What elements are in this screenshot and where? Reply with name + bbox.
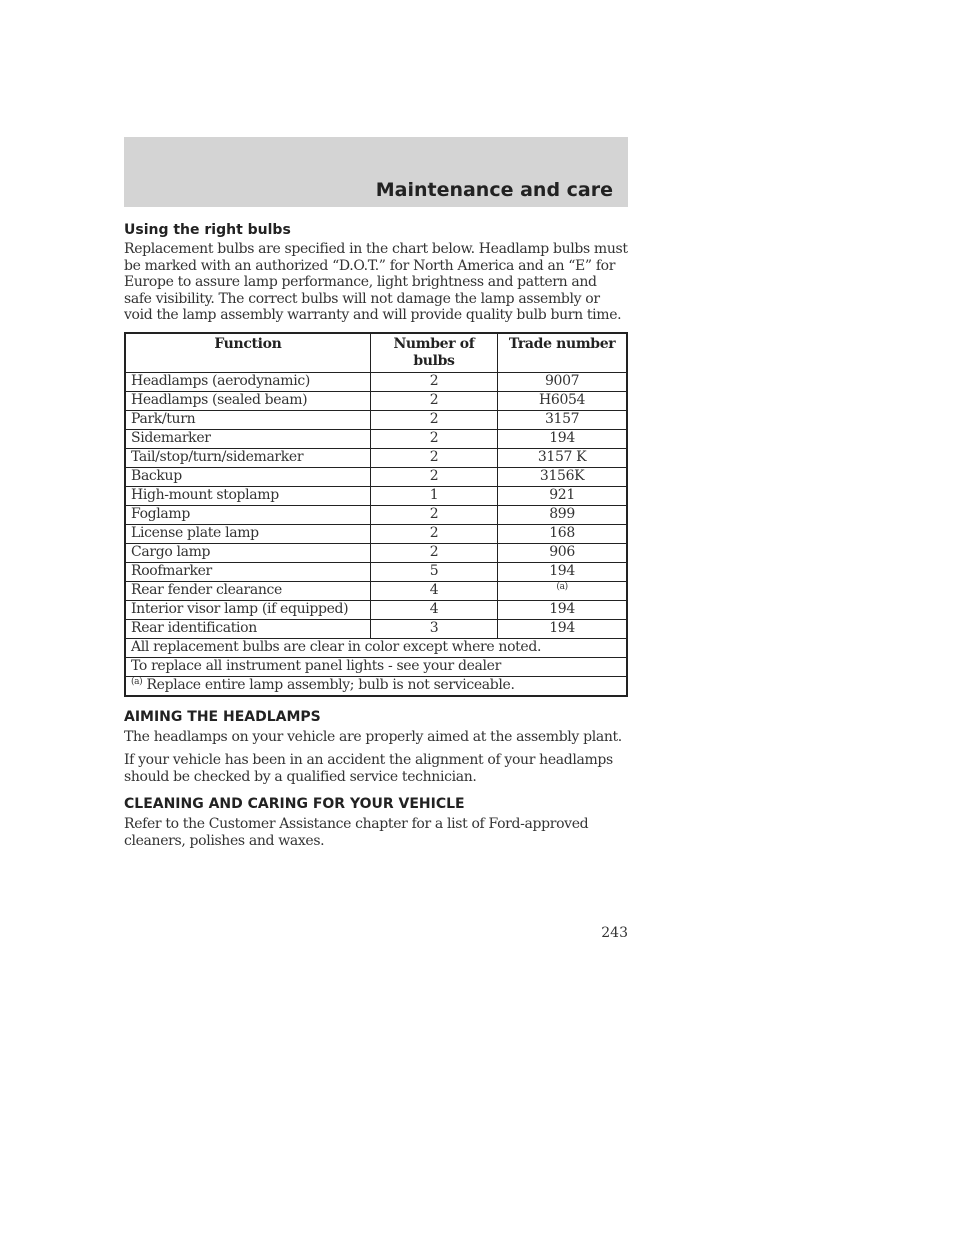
- cell-trade-number: 168: [498, 524, 627, 543]
- cell-function: Backup: [125, 467, 370, 486]
- table-row: [125, 448, 627, 467]
- cleaning-heading: CLEANING AND CARING FOR YOUR VEHICLE: [124, 796, 465, 812]
- cell-bulb-count: 2: [370, 391, 497, 410]
- table-note-row: [125, 657, 627, 676]
- table-row: [125, 543, 627, 562]
- cell-bulb-count: 2: [370, 372, 497, 391]
- cell-function: Park/turn: [125, 410, 370, 429]
- cell-bulb-count: 2: [370, 543, 497, 562]
- table-row: [125, 391, 627, 410]
- cell-trade-number: 899: [498, 505, 627, 524]
- cell-function: Cargo lamp: [125, 543, 370, 562]
- cell-trade-number: 194: [498, 600, 627, 619]
- table-note: To replace all instrument panel lights - see your dealer: [125, 657, 627, 676]
- cell-function: Headlamps (sealed beam): [125, 391, 370, 410]
- cell-bulb-count: 2: [370, 467, 497, 486]
- page-number: 243: [601, 925, 628, 941]
- table-row: [125, 600, 627, 619]
- cell-trade-number: 194: [498, 619, 627, 638]
- table-row: [125, 581, 627, 600]
- cell-trade-number: 3157: [498, 410, 627, 429]
- table-note-row: [125, 638, 627, 657]
- table-footnote: [125, 676, 627, 696]
- cell-function: Rear fender clearance: [125, 581, 370, 600]
- cell-trade-number: 3156K: [498, 467, 627, 486]
- table-row: [125, 486, 627, 505]
- table-note: All replacement bulbs are clear in color except where noted.: [125, 638, 627, 657]
- table-row: [125, 505, 627, 524]
- page-content: [124, 221, 628, 849]
- table-row: [125, 429, 627, 448]
- bulb-table: [124, 332, 628, 697]
- cleaning-paragraph: Refer to the Customer Assistance chapter for a list of Ford-approved cleaners, polishes and waxes.: [124, 816, 589, 849]
- bulbs-intro: Replacement bulbs are specified in the chart below. Headlamp bulbs must be marked with an authorized “D.O.T.” for North America and an “E” for Europe to assure lamp performance, light brightness and pattern and safe visibility. The correct bulbs will not damage the lamp assembly or void the lamp assembly warranty and will provide quality bulb burn time.: [124, 241, 628, 323]
- footnote-marker: (a): [131, 676, 143, 687]
- aiming-paragraph: The headlamps on your vehicle are properly aimed at the assembly plant.: [124, 728, 622, 745]
- cell-bulb-count: 2: [370, 429, 497, 448]
- cell-function: Rear identification: [125, 619, 370, 638]
- cell-bulb-count: 5: [370, 562, 497, 581]
- aiming-heading: AIMING THE HEADLAMPS: [124, 708, 321, 725]
- cell-function: Roofmarker: [125, 562, 370, 581]
- table-row: [125, 410, 627, 429]
- footnote-marker: (a): [556, 581, 568, 592]
- cell-bulb-count: 4: [370, 600, 497, 619]
- table-header-row: [125, 333, 627, 373]
- cell-function: License plate lamp: [125, 524, 370, 543]
- col-header-number: Number of bulbs: [370, 333, 497, 373]
- cell-function: Headlamps (aerodynamic): [125, 372, 370, 391]
- cell-function: Sidemarker: [125, 429, 370, 448]
- cell-trade-number: [498, 581, 627, 600]
- cell-bulb-count: 2: [370, 505, 497, 524]
- table-row: [125, 619, 627, 638]
- header-band: [124, 137, 628, 207]
- cell-trade-number: 906: [498, 543, 627, 562]
- cell-bulb-count: 1: [370, 486, 497, 505]
- bulbs-heading: Using the right bulbs: [124, 222, 291, 238]
- cell-bulb-count: 2: [370, 448, 497, 467]
- cell-bulb-count: 4: [370, 581, 497, 600]
- cell-trade-number: H6054: [498, 391, 627, 410]
- col-header-trade: Trade number: [498, 333, 627, 373]
- table-body: [125, 372, 627, 638]
- col-header-function: Function: [125, 333, 370, 373]
- table-row: [125, 467, 627, 486]
- cell-trade-number: 194: [498, 562, 627, 581]
- cell-trade-number: 194: [498, 429, 627, 448]
- cell-function: Interior visor lamp (if equipped): [125, 600, 370, 619]
- cell-function: Tail/stop/turn/sidemarker: [125, 448, 370, 467]
- cell-bulb-count: 2: [370, 524, 497, 543]
- cell-function: Foglamp: [125, 505, 370, 524]
- aiming-paragraph: If your vehicle has been in an accident the alignment of your headlamps should be checked by a qualified service technician.: [124, 752, 613, 785]
- cell-trade-number: 921: [498, 486, 627, 505]
- table-row: [125, 372, 627, 391]
- page-title: Maintenance and care: [375, 179, 613, 201]
- footnote-text: Replace entire lamp assembly; bulb is not serviceable.: [146, 676, 515, 693]
- cell-trade-number: 3157 K: [498, 448, 627, 467]
- table-footnote-row: [125, 676, 627, 696]
- cell-trade-number: 9007: [498, 372, 627, 391]
- cell-function: High-mount stoplamp: [125, 486, 370, 505]
- table-row: [125, 524, 627, 543]
- cell-bulb-count: 3: [370, 619, 497, 638]
- table-row: [125, 562, 627, 581]
- cell-bulb-count: 2: [370, 410, 497, 429]
